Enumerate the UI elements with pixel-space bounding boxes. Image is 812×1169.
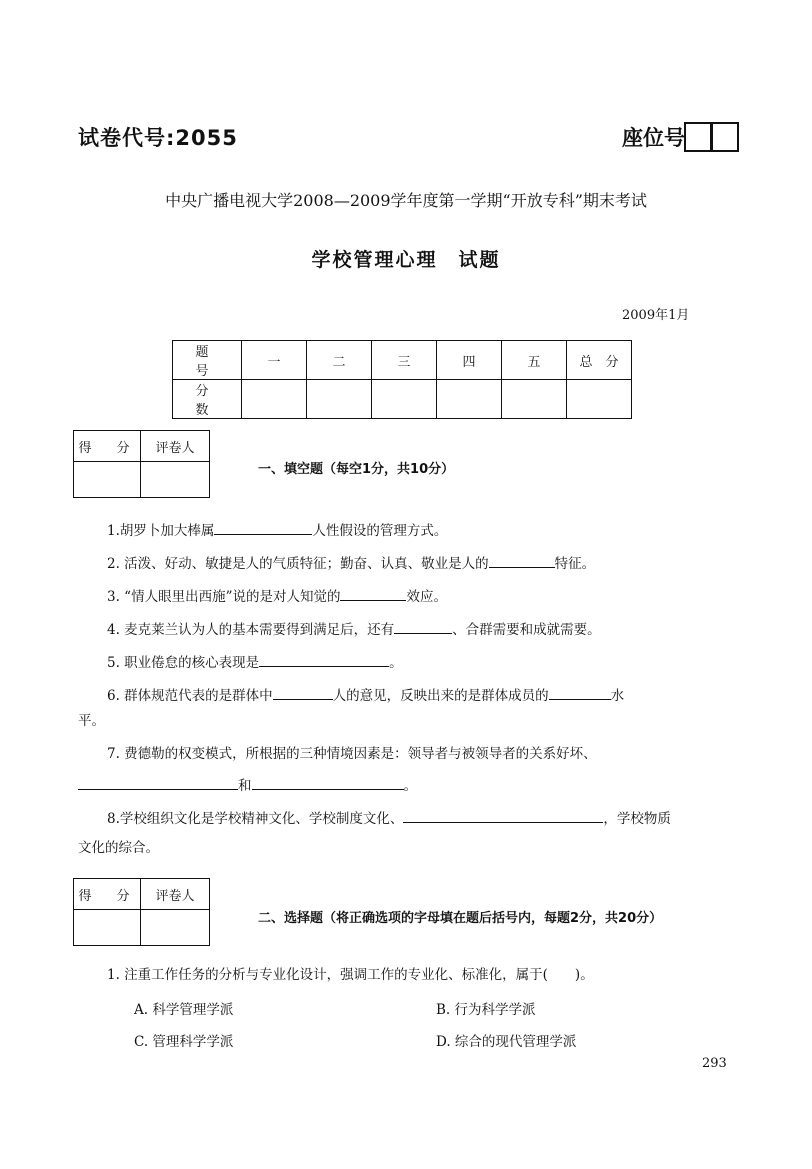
grader-name-label: 评卷人	[141, 879, 210, 910]
score-table-cell: 一	[242, 341, 307, 380]
question-2	[107, 553, 595, 574]
answer-blank	[78, 775, 238, 790]
grader-box	[73, 878, 210, 946]
question-text: 人的意见，反映出来的是群体成员的	[332, 688, 549, 704]
question-text: 4. 麦克莱兰认为人的基本需要得到满足后，还有	[107, 622, 395, 638]
score-table-cell: 五	[502, 341, 567, 380]
score-table-blank-cell	[307, 380, 372, 419]
page-number: 293	[702, 1056, 727, 1071]
question-8-continued: 文化的综合。	[78, 840, 159, 856]
question-3	[107, 586, 447, 607]
question-7	[107, 744, 597, 764]
question-text: 。	[403, 778, 417, 794]
question-text: 6. 群体规范代表的是群体中	[107, 688, 273, 704]
score-table-cell: 二	[307, 341, 372, 380]
mc-question-1: 1. 注重工作任务的分析与专业化设计，强调工作的专业化、标准化，属于( )。	[107, 967, 594, 983]
answer-blank	[252, 775, 404, 790]
score-table-blank-cell	[567, 380, 632, 419]
question-text: 、合群需要和成就需要。	[452, 622, 601, 638]
answer-blank	[259, 652, 389, 667]
question-6	[107, 685, 624, 706]
question-text: 。	[389, 655, 403, 671]
question-text: 水	[610, 688, 625, 704]
question-8	[107, 808, 671, 829]
score-table-cell: 四	[437, 341, 502, 380]
university-line: 中央广播电视大学2008—2009学年度第一学期“开放专科”期末考试	[165, 191, 647, 210]
option-d: D. 综合的现代管理学派	[436, 1034, 577, 1050]
question-text: 3. “情人眼里出西施”说的是对人知觉的	[107, 589, 341, 605]
score-table-cell: 题 号	[173, 341, 242, 380]
score-table-blank-cell	[437, 380, 502, 419]
answer-blank	[549, 685, 611, 700]
question-text: 7. 费德勒的权变模式，所根据的三种情境因素是：领导者与被领导者的关系好坏、	[107, 746, 597, 762]
question-text: 8.学校组织文化是学校精神文化、学校制度文化、	[107, 811, 404, 827]
option-a: A. 科学管理学派	[134, 1002, 234, 1018]
paper-code: 试卷代号:2055	[78, 126, 238, 150]
seat-number	[622, 122, 739, 152]
question-text: 特征。	[554, 556, 596, 572]
exam-date: 2009年1月	[622, 308, 690, 323]
grader-blank-cell	[141, 462, 210, 498]
answer-blank	[403, 808, 603, 823]
answer-blank	[340, 586, 406, 601]
grader-box	[73, 430, 210, 498]
grader-blank-cell	[74, 462, 141, 498]
question-1	[107, 520, 447, 541]
question-text: 2. 活泼、好动、敏捷是人的气质特征；勤奋、认真、敬业是人的	[107, 556, 489, 572]
question-text: 效应。	[406, 589, 447, 605]
grader-score-label: 得 分	[74, 879, 141, 910]
score-table-cell: 三	[372, 341, 437, 380]
exam-title: 学校管理心理 试题	[311, 249, 501, 271]
question-7-continued	[78, 775, 417, 796]
question-text: 1.胡罗卜加大棒属	[107, 523, 215, 539]
score-table-score-row	[173, 380, 632, 419]
question-text: 和	[238, 778, 252, 794]
question-text: 人性假设的管理方式。	[312, 523, 448, 539]
answer-blank	[489, 553, 555, 568]
section-heading: 一、填空题（每空1分，共10分）	[258, 462, 455, 477]
question-text: ，学校物质	[603, 811, 671, 827]
seat-label: 座位号	[622, 126, 685, 150]
option-c: C. 管理科学学派	[134, 1034, 234, 1050]
score-table	[172, 340, 632, 419]
section-heading: 二、选择题（将正确选项的字母填在题后括号内，每题2分，共20分）	[258, 911, 663, 926]
score-table-cell: 总 分	[567, 341, 632, 380]
question-text: 5. 职业倦怠的核心表现是	[107, 655, 260, 671]
answer-blank	[214, 520, 312, 535]
grader-blank-cell	[74, 910, 141, 946]
score-table-cell: 分 数	[173, 380, 242, 419]
seat-box	[711, 122, 739, 152]
option-b: B. 行为科学学派	[436, 1002, 536, 1018]
score-table-blank-cell	[242, 380, 307, 419]
question-6-continued: 平。	[78, 713, 105, 729]
answer-blank	[273, 685, 333, 700]
seat-box	[684, 122, 712, 152]
grader-score-label: 得 分	[74, 431, 141, 462]
score-table-header-row	[173, 341, 632, 380]
answer-blank	[394, 619, 452, 634]
question-5	[107, 652, 403, 673]
grader-blank-cell	[141, 910, 210, 946]
grader-name-label: 评卷人	[141, 431, 210, 462]
question-4	[107, 619, 601, 640]
score-table-blank-cell	[502, 380, 567, 419]
score-table-blank-cell	[372, 380, 437, 419]
